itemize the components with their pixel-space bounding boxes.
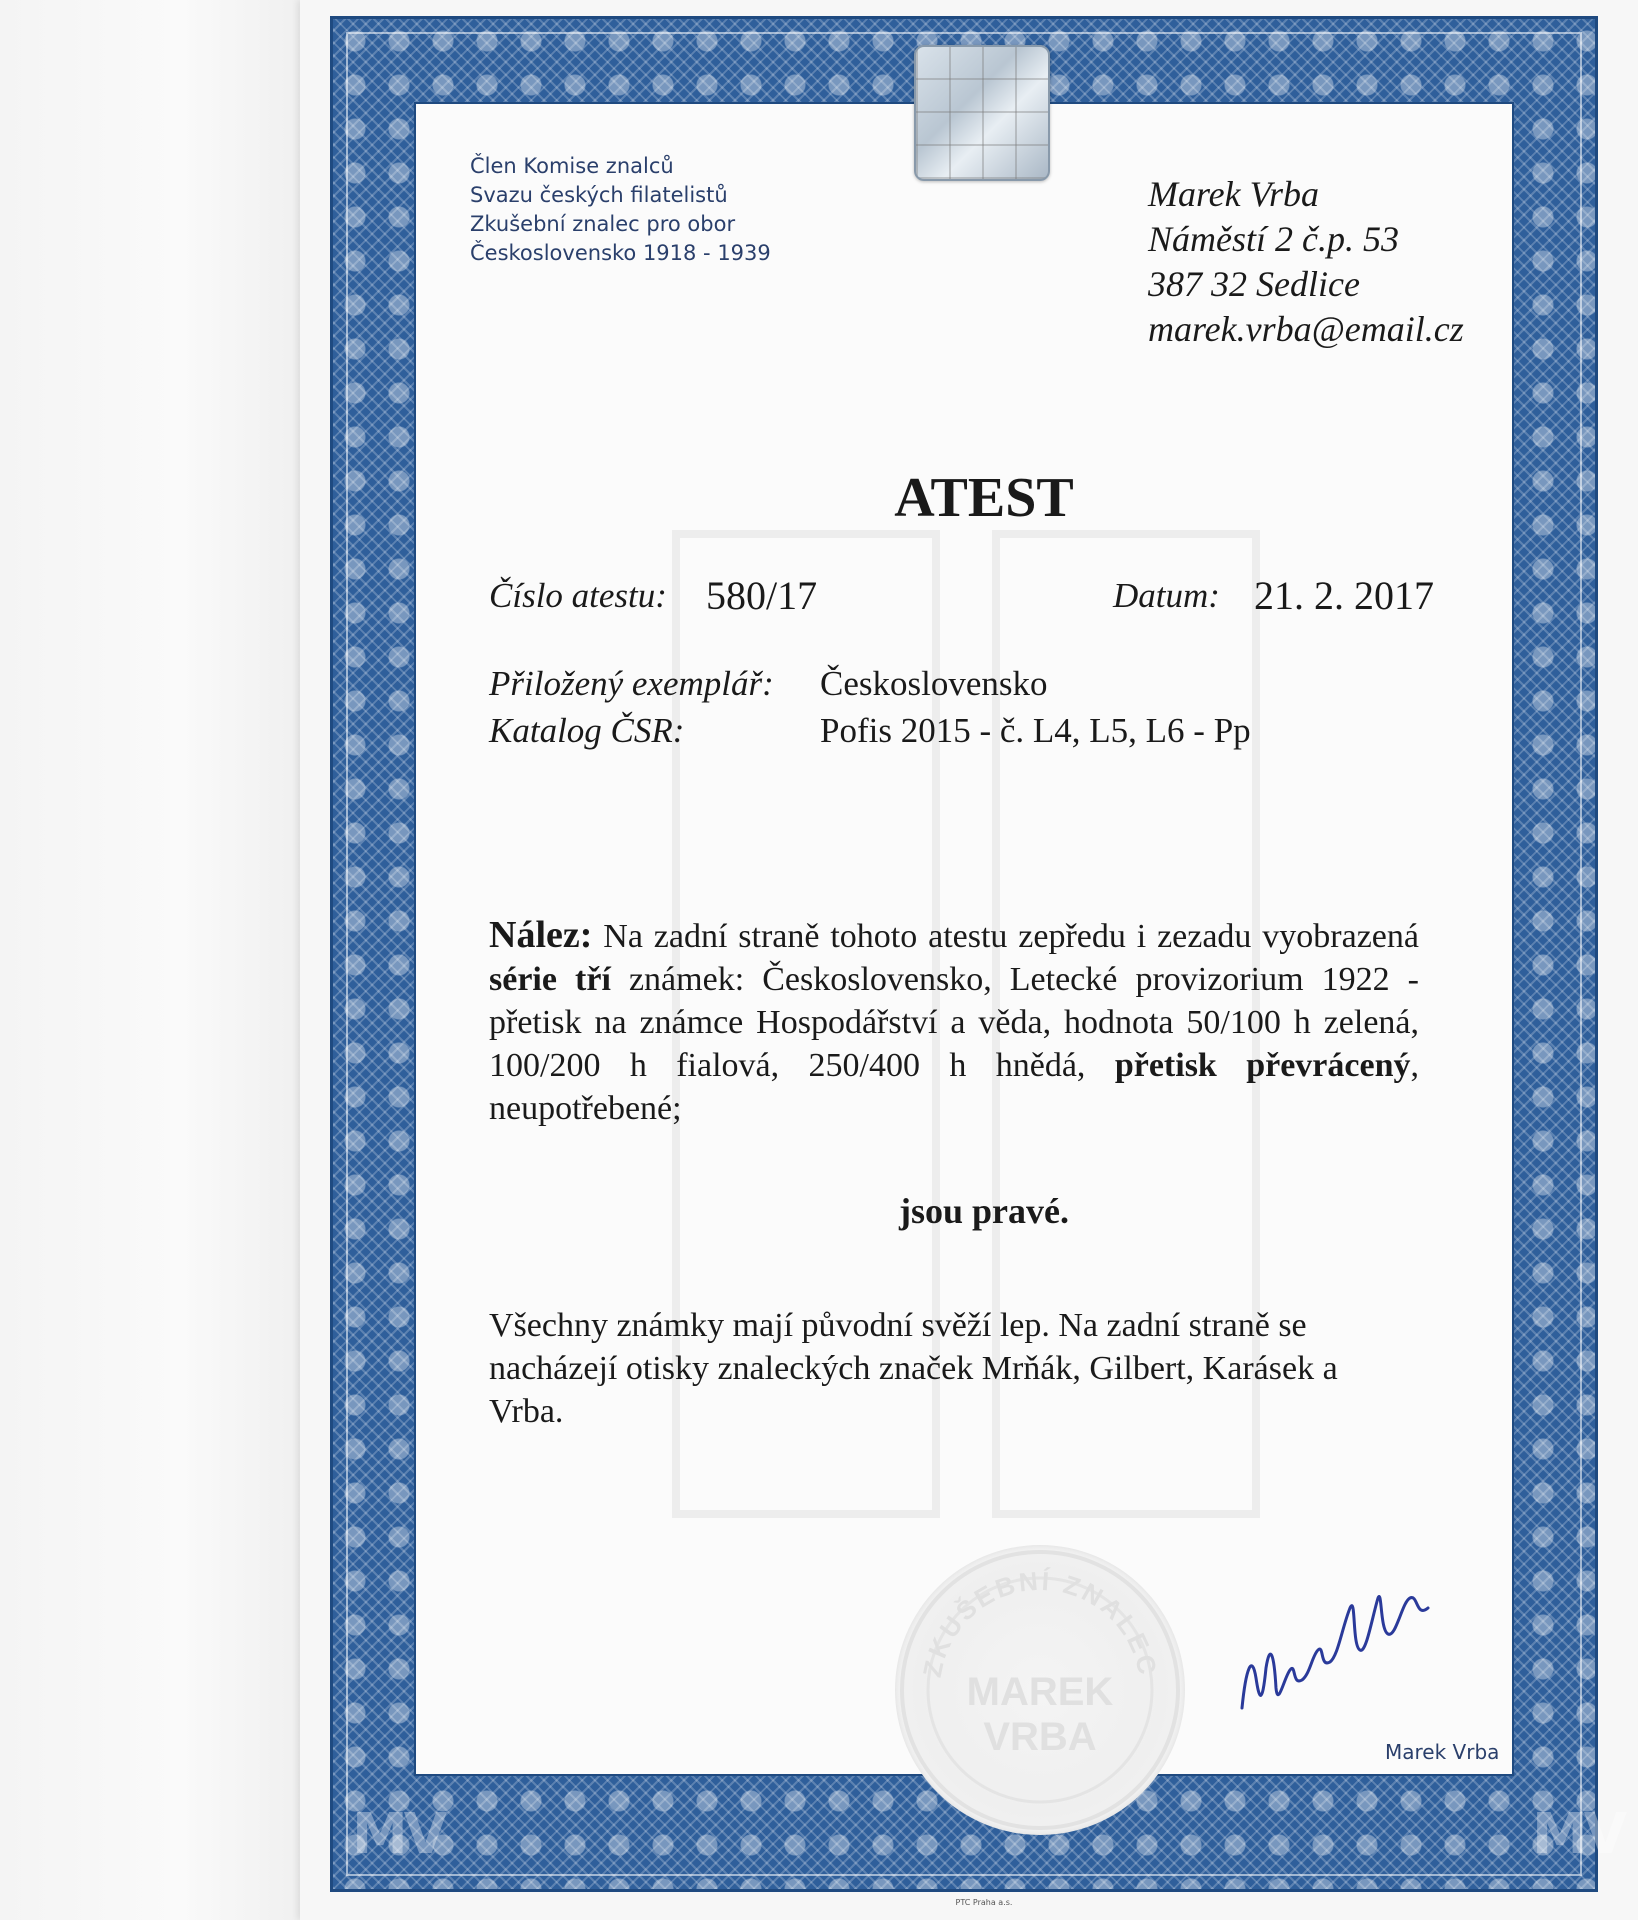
address-email: marek.vrba@email.cz <box>1148 309 1464 349</box>
catalog-label: Katalog ČSR: <box>489 711 685 750</box>
mv-logo-icon: MV <box>1532 1802 1624 1867</box>
signature-icon <box>1232 1558 1442 1748</box>
address-city: 387 32 Sedlice <box>1148 264 1360 304</box>
commission-block <box>470 152 771 268</box>
address-block <box>1148 172 1464 352</box>
seal-name-line2: VRBA <box>983 1715 1097 1759</box>
document-title: ATEST <box>894 467 1074 529</box>
signer-name: Marek Vrba <box>1385 1740 1500 1764</box>
embossed-seal <box>895 1545 1185 1835</box>
mv-logo-icon: MV <box>352 1802 444 1867</box>
finding-text: Na zadní straně tohoto atestu zepředu i zezadu vyobrazená <box>592 918 1419 955</box>
finding-text: , neupotřebené; <box>489 1047 1419 1127</box>
specimen-value: Československo <box>820 664 1048 703</box>
finding-text: známek: Československo, Letecké provizorium 1922 - přetisk na známce Hospodářství a věda, hodnota 50/100 h zelená, 100/200 h fialová, 250/400 h hnědá, <box>489 961 1419 1084</box>
catalog-value: Pofis 2015 - č. L4, L5, L6 - Pp <box>820 711 1251 750</box>
date-value: 21. 2. 2017 <box>1254 573 1434 618</box>
printer-imprint: PTC Praha a.s. <box>955 1898 1013 1907</box>
certificate-number-value: 580/17 <box>706 573 818 618</box>
commission-line: Člen Komise znalců <box>470 154 674 178</box>
background-paper <box>0 0 300 1920</box>
specimen-label: Přiložený exemplář: <box>489 664 774 703</box>
finding-bold: přetisk převrácený <box>1114 1047 1411 1084</box>
date-label: Datum: <box>1113 576 1220 615</box>
commission-line: Svazu českých filatelistů <box>470 183 728 207</box>
note-paragraph: Všechny známky mají původní svěží lep. Na zadní straně se nacházejí otisky znaleckých značek Mrňák, Gilbert, Karásek a Vrba. <box>489 1307 1338 1430</box>
seal-name-line1: MAREK <box>966 1670 1114 1714</box>
finding-bold: série tří <box>489 961 611 998</box>
address-name: Marek Vrba <box>1148 174 1319 214</box>
finding-label: Nález: <box>489 914 593 956</box>
finding-paragraph <box>489 914 1419 1130</box>
verdict: jsou pravé. <box>899 1191 1069 1231</box>
seal-top-text: ZKUŠEBNÍ ZNALEC <box>916 1565 1164 1680</box>
seal-graphic <box>895 1545 1185 1835</box>
address-street: Náměstí 2 č.p. 53 <box>1148 219 1399 259</box>
commission-line: Zkušební znalec pro obor <box>470 212 736 236</box>
hologram-icon <box>914 45 1050 181</box>
commission-line: Československo 1918 - 1939 <box>470 241 771 265</box>
certificate-number-label: Číslo atestu: <box>489 576 667 615</box>
